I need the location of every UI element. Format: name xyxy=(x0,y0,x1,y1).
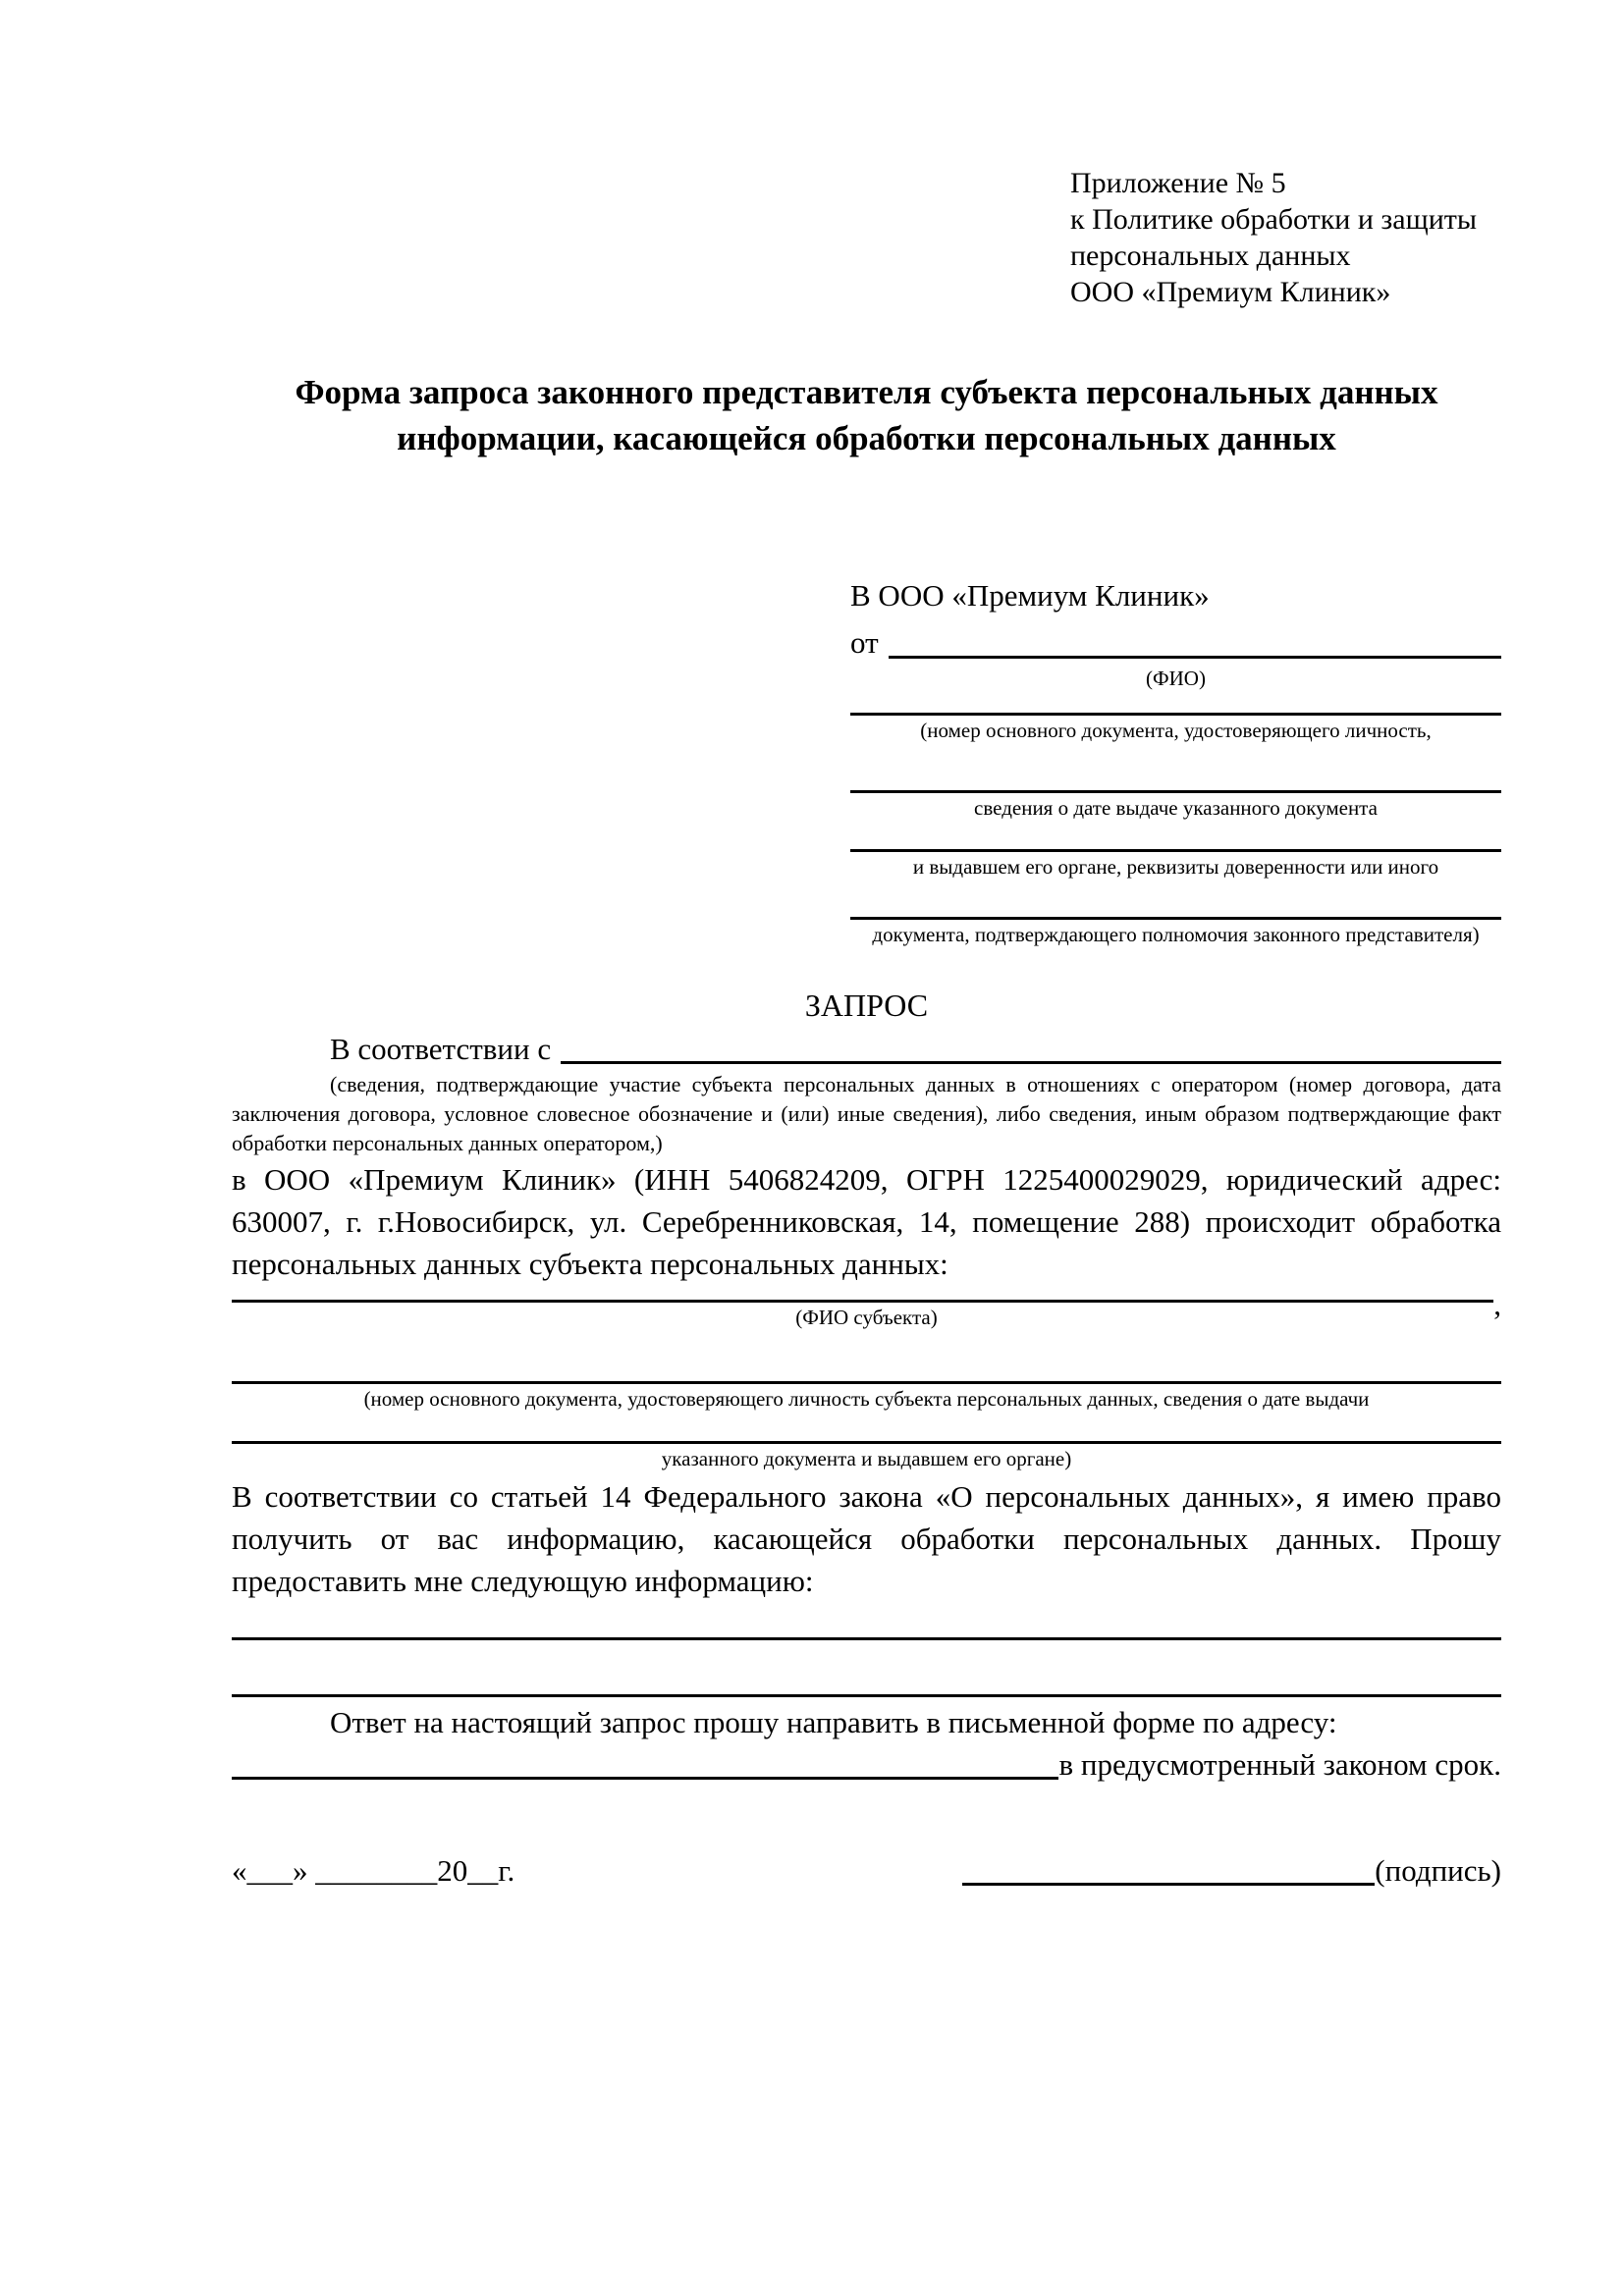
title-line-2: информации, касающейся обработки персональных данных xyxy=(397,419,1336,457)
date-line: «___» ________20__г. xyxy=(232,1853,515,1888)
representative-doc-blank-2 xyxy=(850,767,1501,793)
trailing-comma: , xyxy=(1493,1287,1501,1321)
operator-paragraph: в ООО «Премиум Клиник» (ИНН 5406824209, ОГРН 1225400029029, юридический адрес: 630007, г. г.Новосибирск, ул. Серебренниковская, 14, помещение 288) происходит обработка персональных данных субъекта персональных данных: xyxy=(232,1162,1501,1281)
representative-doc-caption-1: (номер основного документа, удостоверяющего личность, xyxy=(920,719,1432,742)
date-signature-row xyxy=(232,1850,1501,1892)
annex-line-4: ООО «Премиум Клиник» xyxy=(1070,276,1391,308)
in-accordance-label: В соответствии с xyxy=(330,1032,552,1066)
from-label: от xyxy=(850,625,879,660)
requested-info-blank-2 xyxy=(232,1640,1501,1697)
signature-group xyxy=(962,1850,1501,1892)
reply-address-row xyxy=(232,1743,1501,1786)
reply-paragraph: Ответ на настоящий запрос прошу направить в письменной форме по адресу: xyxy=(330,1705,1337,1739)
title-line-1: Форма запроса законного представителя субъекта персональных данных xyxy=(295,373,1438,411)
basis-blank xyxy=(561,1061,1501,1064)
representative-doc-blank-3 xyxy=(850,826,1501,852)
subject-fio-blank xyxy=(232,1300,1493,1303)
reply-address-blank xyxy=(232,1777,1058,1780)
recipient-block xyxy=(850,575,1501,947)
in-accordance-row xyxy=(232,1028,1501,1070)
representative-doc-caption-2: сведения о дате выдаче указанного документа xyxy=(974,796,1378,820)
document-content xyxy=(232,0,1501,1892)
subject-doc-blank-1 xyxy=(232,1358,1501,1384)
representative-doc-caption-3: и выдавшем его органе, реквизиты доверенности или иного xyxy=(912,855,1439,879)
reply-suffix: в предусмотренный законом срок. xyxy=(1058,1747,1501,1782)
representative-doc-blank-1 xyxy=(850,691,1501,716)
representative-doc-blank-4 xyxy=(850,893,1501,920)
basis-note: (сведения, подтверждающие участие субъекта персональных данных в отношениях с оператором (номер договора, дата заключения договора, условное словесное обозначение и (или) иные сведения), либо сведения, иным образом подтверждающие факт обработки персональных данных оператором,) xyxy=(232,1072,1501,1155)
from-name-blank xyxy=(889,656,1501,659)
subject-doc-caption-2: указанного документа и выдавшем его органе) xyxy=(661,1447,1072,1470)
representative-doc-caption-4: документа, подтверждающего полномочия законного представителя) xyxy=(872,923,1480,946)
annex-line-3: персональных данных xyxy=(1070,240,1351,272)
from-row xyxy=(850,616,1501,664)
signature-caption: (подпись) xyxy=(1375,1853,1501,1888)
requested-info-blank-1 xyxy=(232,1602,1501,1640)
annex-block xyxy=(1070,165,1501,310)
annex-line-1: Приложение № 5 xyxy=(1070,167,1286,199)
request-heading: ЗАПРОС xyxy=(804,988,929,1023)
subject-fio-caption: (ФИО субъекта) xyxy=(795,1306,938,1329)
annex-line-2: к Политике обработки и защиты xyxy=(1070,203,1478,236)
subject-doc-blank-2 xyxy=(232,1417,1501,1444)
fio-caption: (ФИО) xyxy=(1146,667,1206,690)
recipient-organization: В ООО «Премиум Клиник» xyxy=(850,578,1210,613)
signature-blank xyxy=(962,1863,1375,1886)
law-paragraph: В соответствии со статьей 14 Федерального закона «О персональных данных», я имею право получить от вас информацию, касающейся обработки персональных данных. Прошу предоставить мне следующую информацию: xyxy=(232,1479,1501,1598)
document-title xyxy=(232,369,1501,461)
subject-doc-caption-1: (номер основного документа, удостоверяющего личность субъекта персональных данных, сведения о дате выдачи xyxy=(363,1387,1370,1411)
